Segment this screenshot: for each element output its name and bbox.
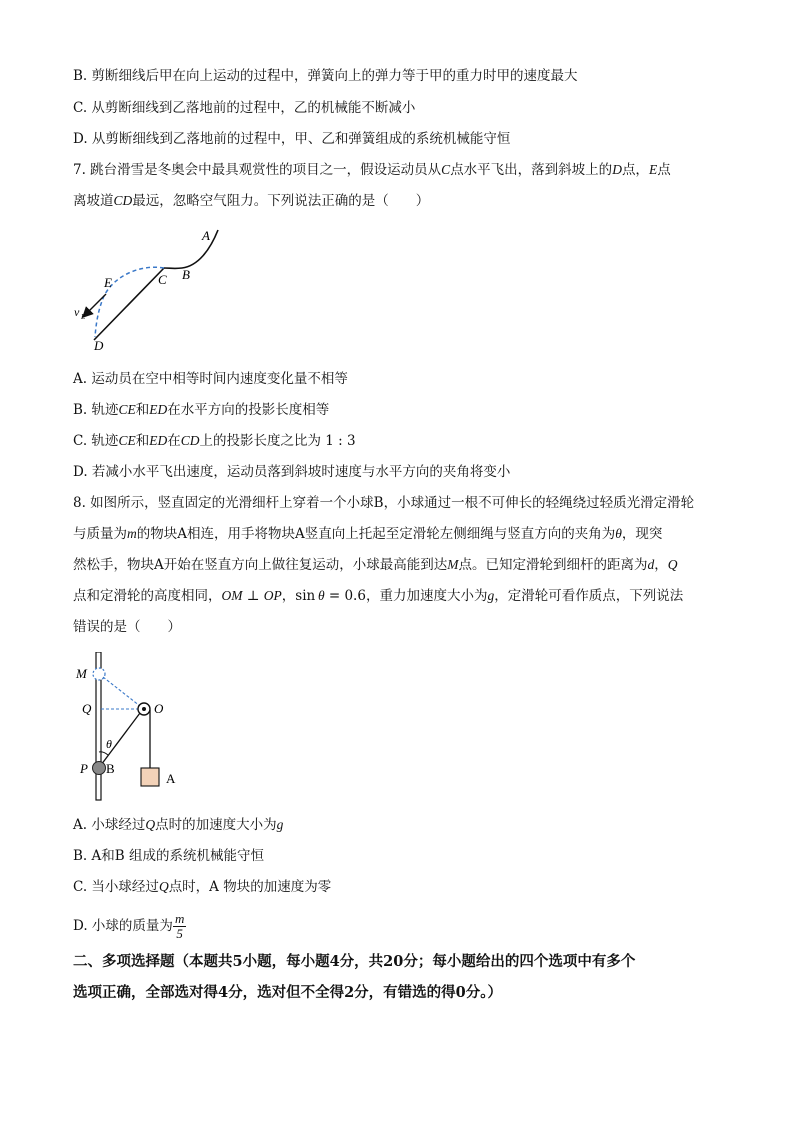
block-A — [141, 768, 159, 786]
q8-stem-line3: 然松手，物块A开始在竖直方向上做往复运动，小球最高能到达M点。已知定滑轮到细杆的距离为d，Q — [73, 557, 678, 573]
ball-position-M — [93, 668, 105, 680]
q8-option-d: D. 小球的质量为 $\frac{m}{5}$ — [73, 911, 185, 941]
q8-stem-line2: 与质量为m的物块A相连，用手将物块A竖直向上托起至定滑轮左侧细绳与竖直方向的夹角为θ，现突 — [73, 526, 663, 542]
label-Q: Q — [82, 701, 92, 716]
label-theta: θ — [106, 737, 112, 751]
q8-stem-line1: 8. 如图所示，竖直固定的光滑细杆上穿着一个小球B，小球通过一根不可伸长的轻绳绕过轻质光滑定滑轮 — [73, 495, 695, 511]
pulley-axle — [142, 707, 146, 711]
label-B: B — [106, 761, 115, 776]
q7-ski-jump-figure — [70, 224, 230, 356]
fraction-m-over-5: $\frac{m}{5}$ — [174, 911, 185, 941]
q8-option-a: A. 小球经过Q点时的加速度大小为g — [73, 817, 284, 833]
dashed-M-O — [103, 677, 140, 706]
label-E: E — [104, 275, 112, 290]
label-vE: v — [74, 305, 80, 319]
q8-stem-line4: 点和定滑轮的高度相同，OM ⊥ OP，sin θ = 0.6，重力加速度大小为g，定滑轮可看作质点，下列说法 — [73, 588, 684, 604]
q6-option-b: B. 剪断细线后甲在向上运动的过程中，弹簧向上的弹力等于甲的重力时甲的速度最大 — [73, 68, 578, 84]
label-D: D — [94, 338, 104, 353]
q8-pulley-figure — [72, 652, 192, 802]
q7-option-a: A. 运动员在空中相等时间内速度变化量不相等 — [73, 371, 348, 387]
velocity-arrow — [84, 294, 106, 316]
label-P: P — [80, 761, 88, 776]
q6-option-d: D. 从剪断细线到乙落地前的过程中，甲、乙和弹簧组成的系统机械能守恒 — [73, 131, 511, 147]
q6-option-c: C. 从剪断细线到乙落地前的过程中，乙的机械能不断减小 — [73, 100, 416, 116]
label-vE-sub: E — [81, 313, 86, 321]
q7-stem-line2: 离坡道CD最远，忽略空气阻力。下列说法正确的是（ ） — [73, 193, 430, 209]
q8-option-b: B. A和B 组成的系统机械能守恒 — [73, 848, 264, 864]
q7-stem-line1: 7. 跳台滑雪是冬奥会中最具观赏性的项目之一，假设运动员从C点水平飞出，落到斜坡上的D点，E点 — [73, 162, 671, 178]
q7-option-c: C. 轨迹CE和ED在CD上的投影长度之比为 1 : 3 — [73, 433, 356, 449]
label-A: A — [202, 228, 210, 243]
q8-stem-line5: 错误的是（ ） — [73, 619, 181, 635]
q7-option-d: D. 若减小水平飞出速度，运动员落到斜坡时速度与水平方向的夹角将变小 — [73, 464, 511, 480]
section2-heading-line1: 二、多项选择题（本题共5小题，每小题4分，共20分；每小题给出的四个选项中有多个 — [73, 953, 636, 970]
label-C: C — [158, 272, 167, 287]
label-M: M — [76, 666, 87, 681]
section2-heading-line2: 选项正确，全部选对得4分，选对但不全得2分，有错选的得0分。） — [73, 984, 503, 1001]
label-A: A — [166, 771, 176, 786]
label-B: B — [182, 267, 190, 282]
q7-option-b: B. 轨迹CE和ED在水平方向的投影长度相等 — [73, 402, 330, 418]
label-O: O — [154, 701, 164, 716]
ball-B — [93, 762, 106, 775]
q8-option-c: C. 当小球经过Q点时，A 物块的加速度为零 — [73, 879, 332, 895]
